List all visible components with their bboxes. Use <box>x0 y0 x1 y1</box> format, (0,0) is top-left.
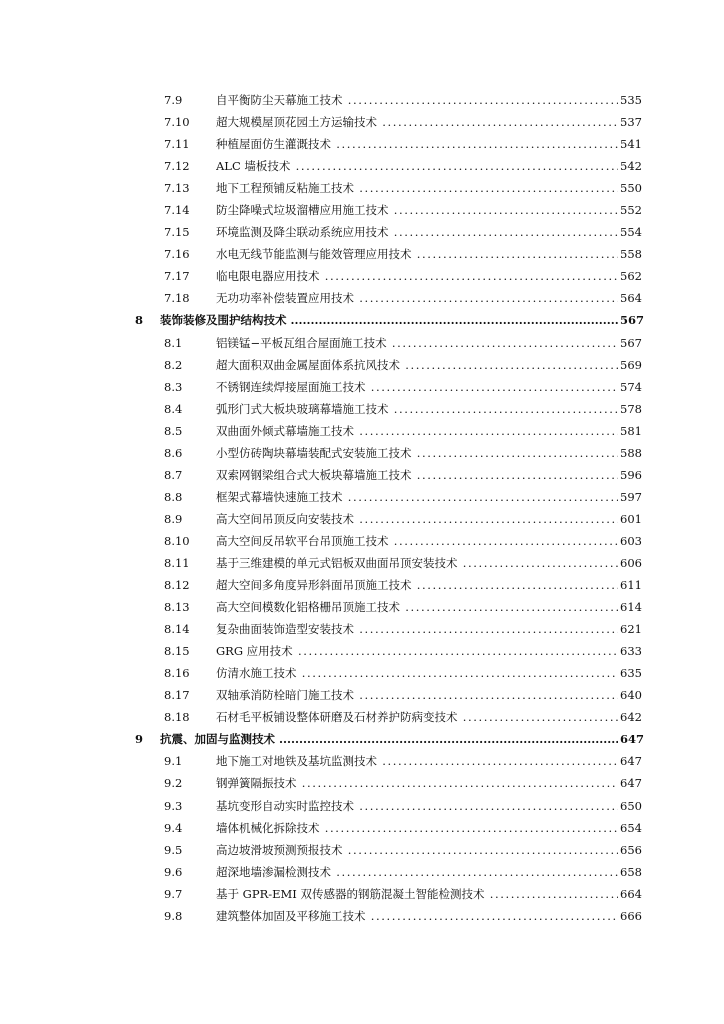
toc-entry-page-number: 567 <box>620 312 648 328</box>
toc-entry-number: 7.10 <box>164 115 190 130</box>
toc-entry-number: 7.18 <box>164 291 190 306</box>
toc-entry-page-number: 656 <box>620 842 648 858</box>
toc-entry-number: 8.9 <box>164 511 183 526</box>
table-of-contents <box>0 89 724 927</box>
toc-entry-number: 9.5 <box>164 842 183 857</box>
toc-entry-row[interactable] <box>0 508 724 530</box>
toc-entry-number: 9.1 <box>164 754 183 769</box>
toc-entry-title: 弧形门式大板块玻璃幕墙施工技术 ..... <box>216 401 618 417</box>
toc-entry-title: 复杂曲面装饰造型安装技术 ..... <box>216 621 618 637</box>
toc-entry-number: 8.8 <box>164 489 183 504</box>
toc-entry-number: 8.18 <box>164 710 190 725</box>
toc-entry-row[interactable] <box>0 618 724 640</box>
toc-entry-number: 8.5 <box>164 423 183 438</box>
toc-entry-row[interactable] <box>0 552 724 574</box>
toc-entry-number: 8.15 <box>164 644 190 659</box>
toc-entry-title: 超大空间多角度异形斜面吊顶施工技术 ..... <box>216 577 618 593</box>
toc-entry-row[interactable] <box>0 332 724 354</box>
toc-entry-title: 框架式幕墙快速施工技术 ..... <box>216 489 618 505</box>
toc-entry-title: 钢弹簧隔振技术 ..... <box>216 775 618 791</box>
toc-entry-page-number: 535 <box>620 92 648 108</box>
toc-entry-row[interactable] <box>0 464 724 486</box>
toc-chapter-row[interactable] <box>0 728 724 750</box>
toc-entry-row[interactable] <box>0 839 724 861</box>
toc-entry-number: 9.2 <box>164 776 183 791</box>
toc-entry-page-number: 578 <box>620 401 648 417</box>
toc-entry-number: 9.4 <box>164 820 183 835</box>
toc-entry-page-number: 562 <box>620 268 648 284</box>
toc-entry-row[interactable] <box>0 221 724 243</box>
toc-entry-title: 临电限电器应用技术 ..... <box>216 268 618 284</box>
toc-entry-page-number: 614 <box>620 599 648 615</box>
toc-entry-page-number: 542 <box>620 158 648 174</box>
toc-entry-title: 种植屋面仿生灌溉技术 ..... <box>216 136 618 152</box>
toc-entry-page-number: 664 <box>620 886 648 902</box>
toc-entry-number: 8.10 <box>164 533 190 548</box>
toc-entry-page-number: 558 <box>620 246 648 262</box>
toc-entry-page-number: 647 <box>620 775 648 791</box>
toc-entry-row[interactable] <box>0 442 724 464</box>
toc-entry-number: 7.15 <box>164 225 190 240</box>
toc-entry-number: 7.17 <box>164 269 190 284</box>
toc-entry-page-number: 606 <box>620 555 648 571</box>
toc-entry-number: 8.17 <box>164 688 190 703</box>
toc-entry-number: 8.7 <box>164 467 183 482</box>
toc-entry-row[interactable] <box>0 420 724 442</box>
toc-entry-title: 基于 GPR-EMI 双传感器的钢筋混凝土智能检测技术 ..... <box>216 886 618 902</box>
toc-entry-row[interactable] <box>0 398 724 420</box>
toc-entry-row[interactable] <box>0 199 724 221</box>
toc-entry-row[interactable] <box>0 265 724 287</box>
toc-entry-title: 高大空间反吊软平台吊顶施工技术 ..... <box>216 533 618 549</box>
toc-entry-title: 装饰装修及围护结构技术 ..... <box>160 312 618 328</box>
toc-entry-number: 9.3 <box>164 798 183 813</box>
toc-entry-title: GRG 应用技术 ..... <box>216 643 618 659</box>
toc-entry-title: 水电无线节能监测与能效管理应用技术 ..... <box>216 246 618 262</box>
toc-entry-title: 基坑变形自动实时监控技术 ..... <box>216 798 618 814</box>
toc-entry-number: 8.6 <box>164 445 183 460</box>
toc-entry-page-number: 588 <box>620 445 648 461</box>
toc-entry-title: 高大空间模数化铝格栅吊顶施工技术 ..... <box>216 599 618 615</box>
toc-entry-title: 抗震、加固与监测技术 ..... <box>160 731 618 747</box>
toc-entry-row[interactable] <box>0 354 724 376</box>
toc-entry-row[interactable] <box>0 530 724 552</box>
toc-entry-title: 高大空间吊顶反向安装技术 ..... <box>216 511 618 527</box>
toc-entry-row[interactable] <box>0 155 724 177</box>
toc-entry-number: 8.1 <box>164 335 183 350</box>
toc-entry-number: 8.4 <box>164 401 183 416</box>
toc-entry-title: 建筑整体加固及平移施工技术 ..... <box>216 908 618 924</box>
toc-entry-row[interactable] <box>0 684 724 706</box>
toc-entry-number: 8.11 <box>164 555 190 570</box>
toc-entry-row[interactable] <box>0 817 724 839</box>
toc-entry-number: 8.2 <box>164 357 183 372</box>
toc-entry-title: 双索网钢梁组合式大板块幕墙施工技术 ..... <box>216 467 618 483</box>
toc-entry-row[interactable] <box>0 376 724 398</box>
toc-entry-number: 7.14 <box>164 203 190 218</box>
toc-entry-title: 无功功率补偿装置应用技术 ..... <box>216 290 618 306</box>
toc-entry-title: ALC 墙板技术 ..... <box>216 158 618 174</box>
toc-entry-title: 超大规模屋顶花园土方运输技术 ..... <box>216 114 618 130</box>
toc-entry-page-number: 635 <box>620 665 648 681</box>
toc-entry-row[interactable] <box>0 905 724 927</box>
toc-entry-number: 8.13 <box>164 600 190 615</box>
toc-entry-page-number: 569 <box>620 357 648 373</box>
toc-entry-title: 环境监测及降尘联动系统应用技术 ..... <box>216 224 618 240</box>
toc-entry-page-number: 552 <box>620 202 648 218</box>
toc-entry-number: 9.6 <box>164 864 183 879</box>
toc-entry-row[interactable] <box>0 596 724 618</box>
toc-entry-row[interactable] <box>0 133 724 155</box>
toc-entry-title: 小型仿砖陶块幕墙装配式安装施工技术 ..... <box>216 445 618 461</box>
toc-entry-number: 7.16 <box>164 247 190 262</box>
toc-entry-page-number: 666 <box>620 908 648 924</box>
toc-entry-title: 铝镁锰−平板瓦组合屋面施工技术 ..... <box>216 335 618 351</box>
toc-entry-row[interactable] <box>0 883 724 905</box>
toc-entry-page-number: 650 <box>620 798 648 814</box>
toc-entry-page-number: 564 <box>620 290 648 306</box>
toc-entry-page-number: 574 <box>620 379 648 395</box>
toc-entry-title: 墙体机械化拆除技术 ..... <box>216 820 618 836</box>
toc-entry-row[interactable] <box>0 772 724 794</box>
toc-entry-page-number: 611 <box>620 577 648 593</box>
toc-entry-row[interactable] <box>0 243 724 265</box>
toc-entry-number: 8.16 <box>164 666 190 681</box>
toc-entry-number: 7.9 <box>164 93 183 107</box>
toc-entry-number: 9 <box>135 732 144 747</box>
toc-entry-page-number: 601 <box>620 511 648 527</box>
toc-entry-row[interactable] <box>0 662 724 684</box>
toc-entry-number: 8.12 <box>164 578 190 593</box>
toc-entry-title: 基于三维建模的单元式铝板双曲面吊顶安装技术 ..... <box>216 555 618 571</box>
toc-entry-title: 超大面积双曲金属屋面体系抗风技术 ..... <box>216 357 618 373</box>
toc-entry-row[interactable] <box>0 111 724 133</box>
toc-entry-number: 7.11 <box>164 137 190 152</box>
toc-entry-title: 双曲面外倾式幕墙施工技术 ..... <box>216 423 618 439</box>
toc-entry-row[interactable] <box>0 861 724 883</box>
toc-entry-title: 超深地墙渗漏检测技术 ..... <box>216 864 618 880</box>
toc-entry-row[interactable] <box>0 89 724 111</box>
toc-entry-title: 不锈钢连续焊接屋面施工技术 ..... <box>216 379 618 395</box>
toc-entry-title: 地下施工对地铁及基坑监测技术 ..... <box>216 753 618 769</box>
toc-entry-number: 9.8 <box>164 908 183 923</box>
toc-entry-page-number: 640 <box>620 687 648 703</box>
toc-entry-row[interactable] <box>0 795 724 817</box>
toc-entry-number: 7.13 <box>164 181 190 196</box>
toc-entry-number: 9.7 <box>164 886 183 901</box>
toc-entry-number: 8.3 <box>164 379 183 394</box>
toc-entry-page-number: 541 <box>620 136 648 152</box>
toc-entry-title: 仿清水施工技术 ..... <box>216 665 618 681</box>
toc-entry-page-number: 633 <box>620 643 648 659</box>
toc-entry-page-number: 567 <box>620 335 648 351</box>
toc-entry-title: 双轴承消防栓暗门施工技术 ..... <box>216 687 618 703</box>
toc-entry-number: 7.12 <box>164 159 190 174</box>
toc-entry-row[interactable] <box>0 640 724 662</box>
toc-entry-page-number: 642 <box>620 709 648 725</box>
toc-entry-page-number: 554 <box>620 224 648 240</box>
toc-entry-title: 地下工程预铺反粘施工技术 ..... <box>216 180 618 196</box>
toc-entry-number: 8 <box>135 313 144 328</box>
toc-entry-page-number: 550 <box>620 180 648 196</box>
toc-entry-page-number: 647 <box>620 731 648 747</box>
toc-entry-row[interactable] <box>0 287 724 309</box>
toc-entry-row[interactable] <box>0 486 724 508</box>
toc-entry-title: 防尘降噪式垃圾溜槽应用施工技术 ..... <box>216 202 618 218</box>
toc-entry-page-number: 603 <box>620 533 648 549</box>
toc-entry-page-number: 654 <box>620 820 648 836</box>
toc-entry-page-number: 647 <box>620 753 648 769</box>
toc-entry-row[interactable] <box>0 574 724 596</box>
toc-entry-page-number: 537 <box>620 114 648 130</box>
toc-entry-row[interactable] <box>0 750 724 772</box>
toc-entry-row[interactable] <box>0 706 724 728</box>
toc-entry-page-number: 597 <box>620 489 648 505</box>
toc-entry-number: 8.14 <box>164 622 190 637</box>
toc-entry-title: 高边坡滑坡预测预报技术 ..... <box>216 842 618 858</box>
toc-entry-page-number: 621 <box>620 621 648 637</box>
toc-entry-page-number: 581 <box>620 423 648 439</box>
toc-chapter-row[interactable] <box>0 309 724 331</box>
toc-entry-title: 自平衡防尘天幕施工技术 ..... <box>216 92 618 108</box>
toc-entry-title: 石材毛平板铺设整体研磨及石材养护防病变技术 ..... <box>216 709 618 725</box>
toc-entry-row[interactable] <box>0 177 724 199</box>
toc-entry-page-number: 658 <box>620 864 648 880</box>
toc-entry-page-number: 596 <box>620 467 648 483</box>
